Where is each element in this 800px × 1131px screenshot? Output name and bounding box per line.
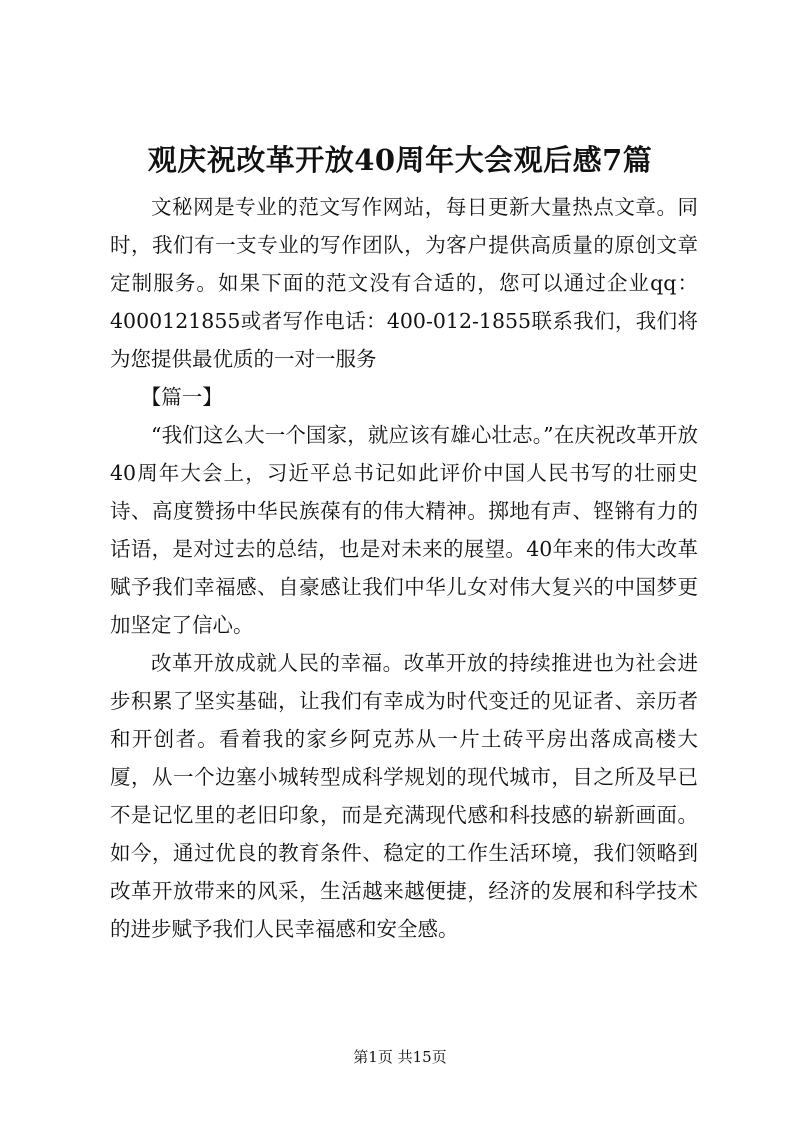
page-indicator: 第1页 共15页 (353, 1048, 447, 1066)
section-heading: 【篇一】 (140, 385, 223, 409)
document-title: 观庆祝改革开放40周年大会观后感7篇 (147, 143, 653, 177)
body-paragraph-1: “我们这么大一个国家，就应该有雄心壮志。”在庆祝改革开放40周年大会上，习近平总书记如此评价中国人民书写的壮丽史诗、高度赞扬中华民族葆有的伟大精神。掷地有声、铿锵有力的话语，是对过去的总结，也是对未来的展望。40年来的伟大改革赋予我们幸福感、自豪感让我们中华儿女对伟大复兴的中国梦更加坚定了信心。 (110, 423, 698, 637)
body-paragraph-2: 改革开放成就人民的幸福。改革开放的持续推进也为社会进步积累了坚实基础，让我们有幸成为时代变迁的见证者、亲历者和开创者。看着我的家乡阿克苏从一片土砖平房出落成高楼大厦，从一个边塞小城转型成科学规划的现代城市，目之所及早已不是记忆里的老旧印象，而是充满现代感和科技感的崭新画面。如今，通过优良的教育条件、稳定的工作生活环境，我们领略到改革开放带来的风采，生活越来越便捷，经济的发展和科学技术的进步赋予我们人民幸福感和安全感。 (110, 651, 698, 941)
intro-paragraph: 文秘网是专业的范文写作网站，每日更新大量热点文章。同时，我们有一支专业的写作团队，为客户提供高质量的原创文章定制服务。如果下面的范文没有合适的，您可以通过企业qq：4000121855或者写作电话：400-012-1855联系我们，我们将为您提供最优质的一对一服务 (110, 195, 698, 371)
document-body (110, 188, 698, 948)
